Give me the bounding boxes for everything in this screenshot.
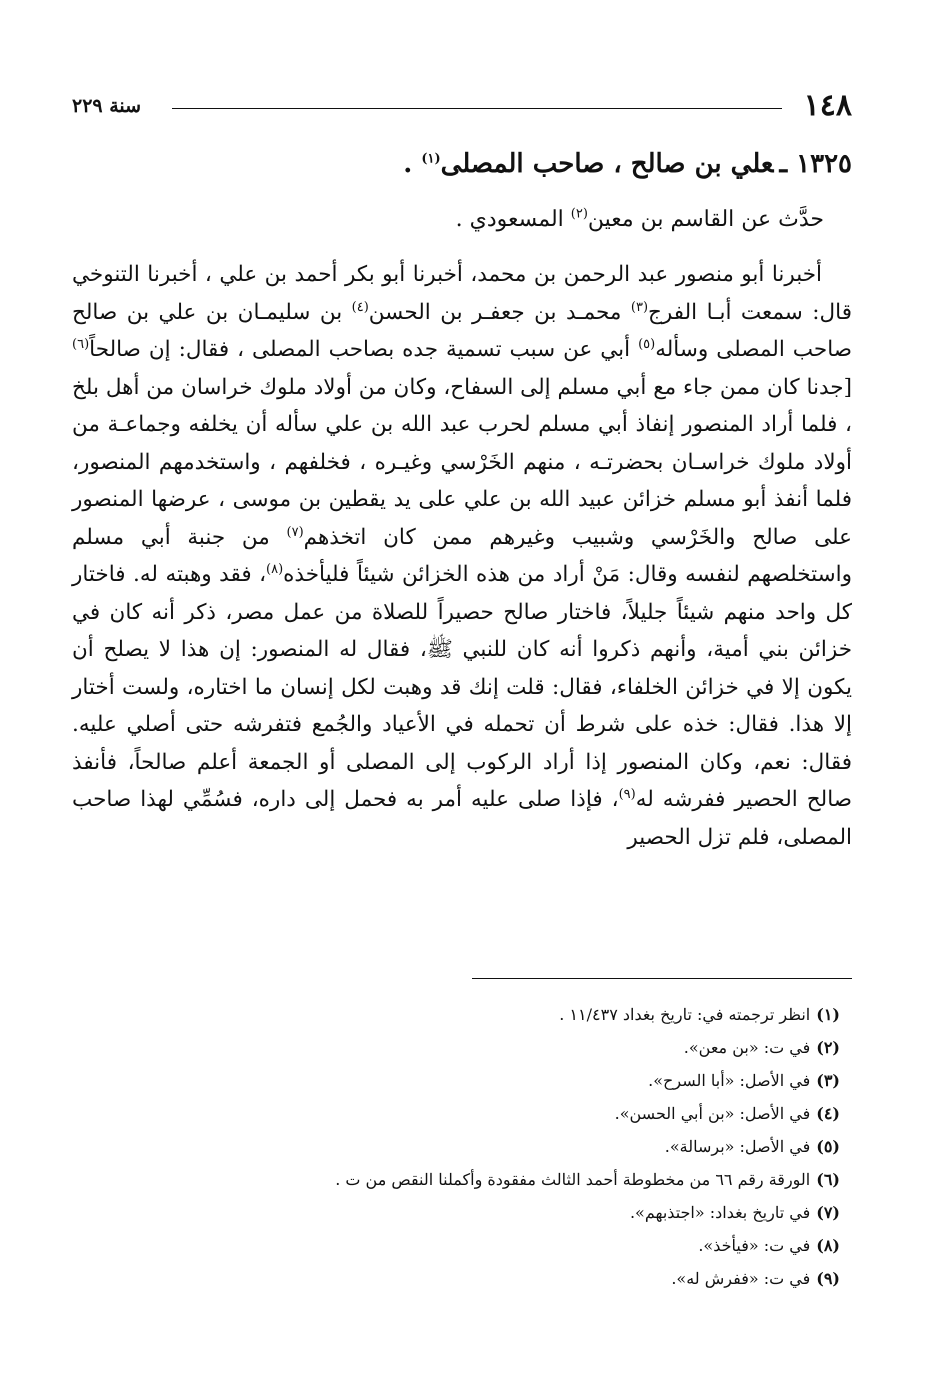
entry-title	[72, 142, 852, 186]
body-segment: [جدنا كان ممن جاء مع أبي مسلم إلى السفاح، وكان من أولاد ملوك خراسان من أهل بلخ ، فلما أراد المنصور إنفاذ أبي مسلم لحرب عبد الله بن علي سأله أن يخلفه وجماعـة من أولاد ملوك خراسـان بحضرتـه ، منهم الخَرْسي وغيـره ، فخلفهم ، واستخدمهم المنصور، فلما أنفذ أبو مسلم خزائن عبيد الله بن علي على يد يقطين بن موسى ، عرضها المنصور على صالح والخَرْسي وشبيب وغيرهم ممن كان اتخذهم	[72, 374, 853, 550]
header-rule	[172, 108, 782, 109]
entry-name: علي بن صالح ، صاحب المصلى	[440, 149, 774, 179]
footnote-text: في تاريخ بغداد: «اجتذبهم».	[629, 1203, 811, 1222]
subline-text: حدَّث عن القاسم بن معين	[587, 207, 824, 232]
footnote-ref: (٥)	[638, 336, 656, 352]
footnote-text: الورقة رقم ٦٦ من مخطوطة أحمد الثالث مفقودة وأكملنا النقص من ت .	[335, 1170, 811, 1189]
body-segment: ، فإذا صلى عليه أمر به فحمل إلى داره، فسُمِّي لهذا صاحب المصلى، فلم تزل الحصير	[72, 787, 852, 850]
footnote-ref: (١)	[421, 151, 441, 167]
body-segment: بن سليمـان بن علي بن صالح صاحب المصلى وسأله	[72, 299, 853, 362]
body-segment: ، فقد وهبته له. فاختار كل واحد منهم شيئاً جليلاً، فاختار صالح حصيراً للصلاة من عمل مصر، ذكر أنه كان في خزائن بني أمية، وأنهم ذكروا أنه كان للنبي ﷺ، فقال له المنصور: إن هذا لا يصلح أن يكون إلا في خزائن الخلفاء، فقال: قلت إنك قد وهبت لكل إنسان ما اختاره، ولست أختار إلا هذا. فقال: خذه على شرط أن تحمله في الأعياد والجُمع فتفرشه حتى أصلي عليه. فقال: نعم، وكان المنصور إذا أراد الركوب إلى المصلى أو الجمعة أعلم صالحاً، فأنفذ صالح الحصير ففرشه له	[72, 562, 852, 812]
footnote-item	[72, 1229, 840, 1262]
footnote-item	[72, 1130, 840, 1163]
footnote-separator	[472, 978, 852, 979]
body-segment: من جنبة أبي مسلم واستخلصهم لنفسه وقال: مَنْ أراد من هذه الخزائن شيئاً فليأخذه	[72, 524, 852, 587]
footnote-number: (٩)	[816, 1269, 840, 1288]
entry-subline	[72, 200, 824, 240]
running-header	[72, 86, 852, 126]
body-segment: أبي عن سبب تسمية جده بصاحب المصلى ، فقال: إن صالحاً	[89, 337, 639, 362]
footnote-ref: (٤)	[351, 299, 369, 315]
entry-number: ١٣٢٥ ـ	[779, 149, 852, 179]
footnote-number: (٨)	[816, 1236, 840, 1255]
footnote-item	[72, 1196, 840, 1229]
footnote-text: في ت: «فيأخذ».	[698, 1236, 811, 1255]
year-label: سنة ٢٢٩	[72, 95, 142, 117]
footnote-number: (٤)	[816, 1104, 840, 1123]
footnotes-list	[72, 998, 840, 1295]
footnote-item	[72, 998, 840, 1031]
footnote-number: (١)	[816, 1005, 840, 1024]
footnote-text: في الأصل: «برسالة».	[664, 1137, 811, 1156]
subline-text-end: المسعودي .	[455, 207, 571, 232]
footnote-number: (٧)	[816, 1203, 840, 1222]
footnote-ref: (٩)	[618, 786, 636, 802]
body-text	[72, 256, 852, 856]
footnote-ref: (٧)	[286, 524, 304, 540]
footnote-number: (٦)	[816, 1170, 840, 1189]
footnote-text: في ت: «بن معن».	[683, 1038, 811, 1057]
body-segment: أخبرنا أبو منصور عبد الرحمن بن محمد، أخبرنا أبو بكر أحمد بن علي ، أخبرنا التنوخي قال: سمعت أبـا الفرج	[72, 262, 852, 325]
footnote-item	[72, 1097, 840, 1130]
footnote-item	[72, 1163, 840, 1196]
body-segment: محمـد بن جعفـر بن الحسن	[368, 299, 631, 325]
footnote-text: في ت: «ففرش له».	[671, 1269, 811, 1288]
footnote-text: انظر ترجمته في: تاريخ بغداد ١١/٤٣٧ .	[559, 1005, 811, 1024]
footnote-number: (٣)	[816, 1071, 840, 1090]
footnote-ref: (٨)	[266, 561, 284, 577]
body-paragraph	[72, 256, 852, 856]
footnote-item	[72, 1031, 840, 1064]
footnote-ref: (٢)	[570, 206, 588, 222]
footnote-item	[72, 1064, 840, 1097]
page-number: ١٤٨	[803, 88, 852, 123]
entry-title-end: .	[403, 149, 422, 179]
footnote-number: (٥)	[816, 1137, 840, 1156]
footnote-item	[72, 1262, 840, 1295]
footnote-ref: (٣)	[630, 299, 649, 315]
footnote-ref: (٦)	[72, 336, 90, 352]
footnote-text: في الأصل: «بن أبي الحسن».	[614, 1104, 811, 1123]
footnote-text: في الأصل: «أبا السرح».	[648, 1071, 811, 1090]
footnote-number: (٢)	[816, 1038, 840, 1057]
